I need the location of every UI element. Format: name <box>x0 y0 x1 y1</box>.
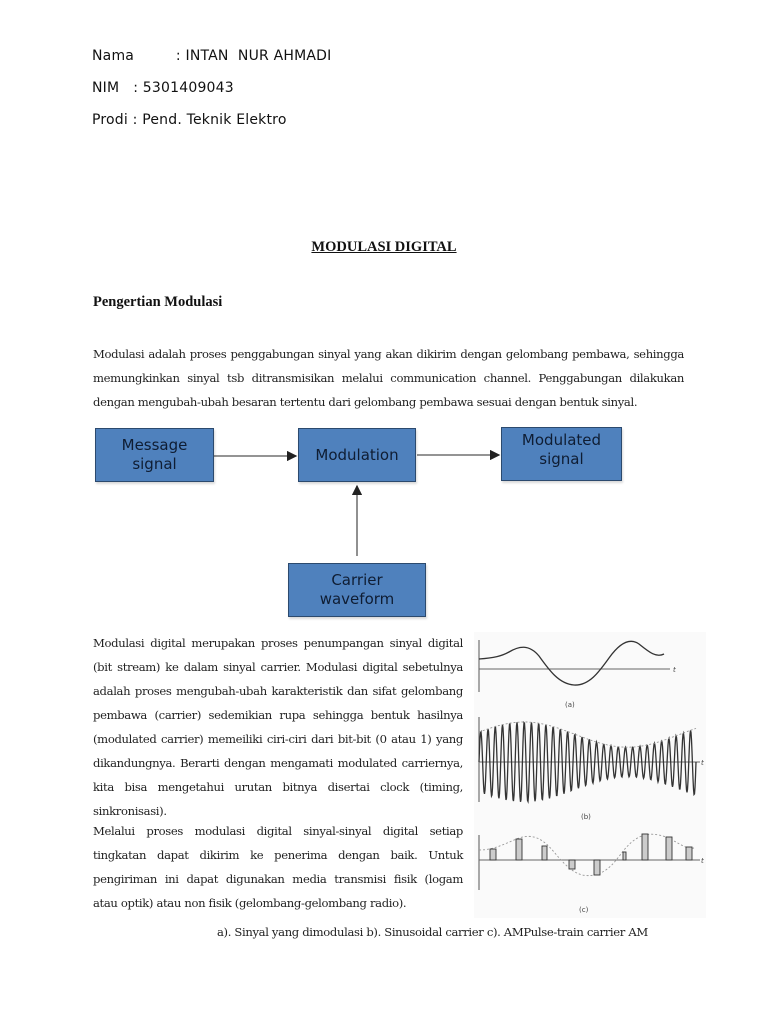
student-prodi-line: Prodi : Pend. Teknik Elektro <box>92 112 287 128</box>
waveform-b-am-carrier <box>479 717 704 821</box>
paragraph-line: dikandungnya. Berarti dengan mengamati modulated carriernya, <box>93 756 463 770</box>
paragraph-line: (bit stream) ke dalam sinyal carrier. Modulasi digital sebetulnya <box>93 660 463 674</box>
paragraph-line: atau optik) atau non fisik (gelombang-gelombang radio). <box>93 896 407 910</box>
message-signal-box <box>95 428 214 482</box>
paragraph-line: Modulasi adalah proses penggabungan sinyal yang akan dikirim dengan gelombang pembawa, sehingga <box>93 347 684 361</box>
section-heading: Pengertian Modulasi <box>93 294 223 310</box>
waveform-c-pulse-train <box>479 834 704 914</box>
figure-caption: a). Sinyal yang dimodulasi b). Sinusoidal carrier c). AMPulse-train carrier AM <box>217 925 648 939</box>
box-label: waveform <box>319 590 395 608</box>
paragraph-line: tingkatan dapat dikirim ke penerima dengan baik. Untuk <box>93 848 463 862</box>
box-label: Message <box>121 436 188 454</box>
carrier-waveform-box <box>288 563 426 617</box>
paragraph-line: Modulasi digital merupakan proses penumpangan sinyal digital <box>93 636 463 650</box>
box-label: Carrier <box>331 571 383 589</box>
student-name-line: Nama : INTAN NUR AHMADI <box>92 48 332 64</box>
svg-text:t: t <box>701 759 704 767</box>
paragraph-line: sinkronisasi). <box>93 804 167 818</box>
paragraph-transmission <box>93 819 463 915</box>
box-label: Modulated <box>521 431 602 449</box>
paragraph-line: pengiriman ini dapat digunakan media transmisi fisik (logam <box>93 872 463 886</box>
paragraph-line: adalah proses mengubah-ubah karakteristik dan sifat gelombang <box>93 684 463 698</box>
document-title: MODULASI DIGITAL <box>311 239 457 255</box>
paragraph-line: dengan mengubah-ubah besaran tertentu dari gelombang pembawa sesuai dengan bentuk sinyal. <box>93 395 638 409</box>
paragraph-line: Melalui proses modulasi digital sinyal-sinyal digital setiap <box>93 824 463 838</box>
waveform-plots <box>474 632 706 918</box>
svg-text:t: t <box>701 857 704 865</box>
paragraph-line: pembawa (carrier) sedemikian rupa sehingga bentuk hasilnya <box>93 708 463 722</box>
paragraph-line: memungkinkan sinyal tsb ditransmisikan melalui communication channel. Penggabungan dilakukan <box>93 371 684 385</box>
waveform-figure <box>474 632 706 918</box>
box-label: signal <box>132 455 177 473</box>
svg-text:(c): (c) <box>579 906 589 914</box>
paragraph-line: (modulated carrier) memeiliki ciri-ciri dari bit-bit (0 atau 1) yang <box>93 732 463 746</box>
waveform-a-message <box>479 640 676 709</box>
box-label: Modulation <box>315 445 399 464</box>
svg-text:(a): (a) <box>565 701 575 709</box>
paragraph-line: kita bisa mengetahui urutan bitnya disertai clock (timing, <box>93 780 463 794</box>
svg-text:(b): (b) <box>581 813 591 821</box>
modulated-signal-box <box>501 427 622 481</box>
box-label: signal <box>539 450 584 468</box>
student-nim-line: NIM : 5301409043 <box>92 80 234 96</box>
paragraph-digital-modulation <box>93 631 463 823</box>
paragraph-definition <box>93 342 684 414</box>
svg-text:t: t <box>673 666 676 674</box>
modulation-box <box>298 428 416 482</box>
